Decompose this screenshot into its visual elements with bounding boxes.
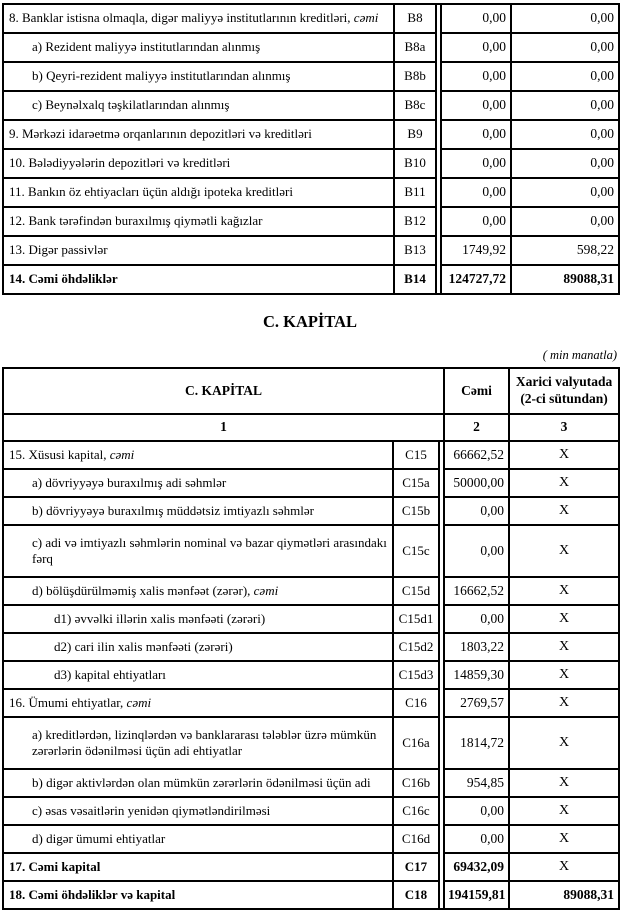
row-value-foreign: 598,22 [511, 236, 619, 265]
liabilities-table [2, 3, 620, 295]
table-row [3, 717, 619, 769]
row-code: C15d1 [393, 605, 439, 633]
row-value-total: 0,00 [441, 91, 511, 120]
row-label-text: b) Qeyri-rezident maliyyə institutlarından alınmış [32, 68, 291, 84]
row-label-text: d) bölüşdürülməmiş xalis mənfəət (zərər), [32, 582, 254, 598]
row-code: C15d [393, 577, 439, 605]
row-value-foreign: X [509, 853, 619, 881]
row-label [3, 265, 394, 294]
table-row [3, 605, 619, 633]
row-value-total: 0,00 [441, 4, 511, 33]
capital-table-header-row [3, 368, 619, 414]
row-label-text: c) adi və imtiyazlı səhmlərin nominal və bazar qiymətləri arasındakı fərq [32, 534, 387, 566]
row-value-total: 0,00 [444, 525, 509, 577]
row-value-total: 0,00 [441, 207, 511, 236]
row-label-text: c) əsas vəsaitlərin yenidən qiymətləndirilməsi [32, 802, 271, 818]
table-row [3, 469, 619, 497]
row-code: C15d3 [393, 661, 439, 689]
row-label-italic-text: cəmi [126, 694, 152, 710]
row-label-text: 14. Cəmi öhdəliklər [9, 271, 118, 287]
row-value-total: 124727,72 [441, 265, 511, 294]
row-code: B11 [394, 178, 436, 207]
row-value-foreign: 0,00 [511, 207, 619, 236]
row-value-foreign: 89088,31 [511, 265, 619, 294]
table-row [3, 4, 619, 33]
row-value-foreign: 0,00 [511, 149, 619, 178]
row-value-foreign: 0,00 [511, 62, 619, 91]
row-code: C16 [393, 689, 439, 717]
row-label [3, 525, 393, 577]
row-code: B8a [394, 33, 436, 62]
row-label [3, 661, 393, 689]
row-code: B13 [394, 236, 436, 265]
row-value-total: 50000,00 [444, 469, 509, 497]
table-row [3, 62, 619, 91]
row-value-total: 0,00 [444, 605, 509, 633]
column-number-row [3, 414, 619, 441]
row-code: B8 [394, 4, 436, 33]
row-label [3, 881, 393, 909]
table-row [3, 661, 619, 689]
table-row [3, 236, 619, 265]
row-label [3, 769, 393, 797]
row-label [3, 853, 393, 881]
row-label-italic-text: cəmi [253, 582, 279, 598]
row-label-italic-text: cəmi [353, 10, 379, 26]
row-label [3, 469, 393, 497]
row-label-text: a) Rezident maliyyə institutlarından alınmış [32, 39, 261, 55]
row-value-foreign: X [509, 525, 619, 577]
row-value-total: 1749,92 [441, 236, 511, 265]
row-value-total: 1814,72 [444, 717, 509, 769]
row-value-total: 194159,81 [444, 881, 509, 909]
row-label-text: a) kreditlərdən, lizinqlərdən və banklararası tələblər üzrə mümkün zərərlərin ödənilməsi üçün adi ehtiyatlar [32, 726, 377, 758]
row-value-total: 2769,57 [444, 689, 509, 717]
row-value-foreign: X [509, 661, 619, 689]
row-label [3, 91, 394, 120]
row-label-text: 13. Digər passivlər [9, 242, 108, 258]
row-value-foreign: 0,00 [511, 91, 619, 120]
table-row [3, 33, 619, 62]
row-label [3, 605, 393, 633]
row-value-foreign: 0,00 [511, 4, 619, 33]
row-code: C16b [393, 769, 439, 797]
row-label [3, 149, 394, 178]
row-value-foreign: X [509, 797, 619, 825]
row-label-text: 8. Banklar istisna olmaqla, digər maliyyə institutlarının kreditləri, [9, 10, 354, 26]
row-value-total: 0,00 [444, 497, 509, 525]
capital-header-title: C. KAPİTAL [3, 368, 444, 414]
table-row [3, 797, 619, 825]
table-row [3, 689, 619, 717]
capital-table [2, 367, 620, 910]
row-value-foreign: X [509, 605, 619, 633]
table-row [3, 91, 619, 120]
row-value-foreign: 89088,31 [509, 881, 619, 909]
row-value-foreign: X [509, 633, 619, 661]
row-code: B8b [394, 62, 436, 91]
row-label-text: 11. Bankın öz ehtiyacları üçün aldığı ipoteka kreditləri [9, 184, 293, 200]
row-label [3, 120, 394, 149]
table-row [3, 577, 619, 605]
row-value-total: 16662,52 [444, 577, 509, 605]
row-code: B12 [394, 207, 436, 236]
section-title: C. KAPİTAL [262, 312, 358, 331]
row-value-total: 0,00 [441, 62, 511, 91]
table-row [3, 881, 619, 909]
row-value-foreign: X [509, 825, 619, 853]
row-code: C16d [393, 825, 439, 853]
row-value-foreign: X [509, 689, 619, 717]
row-value-total: 0,00 [444, 825, 509, 853]
row-value-foreign: 0,00 [511, 178, 619, 207]
row-label [3, 717, 393, 769]
row-label-text: 12. Bank tərəfindən buraxılmış qiymətli kağızlar [9, 213, 263, 229]
capital-header-total: Cəmi [444, 368, 509, 414]
row-label [3, 236, 394, 265]
row-value-foreign: 0,00 [511, 33, 619, 62]
row-value-foreign: X [509, 497, 619, 525]
row-code: C15d2 [393, 633, 439, 661]
row-label-text: d1) əvvəlki illərin xalis mənfəəti (zərəri) [54, 610, 266, 626]
row-label-text: 10. Bələdiyyələrin depozitləri və kreditləri [9, 155, 231, 171]
row-label [3, 62, 394, 91]
table-row [3, 633, 619, 661]
row-label-text: b) dövriyyəyə buraxılmış müddətsiz imtiyazlı səhmlər [32, 502, 314, 518]
column-number-2: 2 [444, 414, 509, 441]
table-row [3, 769, 619, 797]
row-label [3, 825, 393, 853]
row-value-foreign: X [509, 577, 619, 605]
row-value-foreign: 0,00 [511, 120, 619, 149]
table-row [3, 497, 619, 525]
row-code: C15 [393, 441, 439, 469]
row-code: B9 [394, 120, 436, 149]
row-code: C15b [393, 497, 439, 525]
row-label [3, 497, 393, 525]
table-row [3, 265, 619, 294]
row-code: B10 [394, 149, 436, 178]
row-code: C15a [393, 469, 439, 497]
row-label-text: d2) cari ilin xalis mənfəəti (zərəri) [54, 638, 233, 654]
row-code: B8c [394, 91, 436, 120]
row-code: B14 [394, 265, 436, 294]
row-label [3, 178, 394, 207]
unit-note: ( min manatla) [542, 348, 617, 362]
table-row [3, 207, 619, 236]
row-label-text: 17. Cəmi kapital [9, 858, 101, 874]
column-number-3: 3 [509, 414, 619, 441]
table-row [3, 120, 619, 149]
row-code: C16a [393, 717, 439, 769]
row-label-text: 16. Ümumi ehtiyatlar, [9, 694, 127, 710]
row-value-total: 954,85 [444, 769, 509, 797]
table-row [3, 149, 619, 178]
row-value-total: 14859,30 [444, 661, 509, 689]
row-label [3, 207, 394, 236]
row-label-text: 15. Xüsusi kapital, [9, 446, 110, 462]
table-row [3, 853, 619, 881]
row-label [3, 4, 394, 33]
row-label-text: d) digər ümumi ehtiyatlar [32, 830, 166, 846]
row-label-text: b) digər aktivlərdən olan mümkün zərərlərin ödənilməsi üçün adi [32, 774, 371, 790]
row-label [3, 33, 394, 62]
row-code: C15c [393, 525, 439, 577]
row-value-total: 69432,09 [444, 853, 509, 881]
row-label-text: d3) kapital ehtiyatları [54, 666, 166, 682]
row-value-total: 1803,22 [444, 633, 509, 661]
row-value-foreign: X [509, 469, 619, 497]
row-value-foreign: X [509, 441, 619, 469]
row-label [3, 633, 393, 661]
row-value-foreign: X [509, 717, 619, 769]
table-row [3, 441, 619, 469]
row-value-total: 0,00 [441, 178, 511, 207]
row-code: C18 [393, 881, 439, 909]
row-label [3, 441, 393, 469]
row-value-total: 0,00 [441, 33, 511, 62]
table-row [3, 178, 619, 207]
table-row [3, 825, 619, 853]
row-label-text: 9. Mərkəzi idarəetmə orqanlarının depozitləri və kreditləri [9, 126, 312, 142]
row-label-italic-text: cəmi [109, 446, 135, 462]
capital-header-foreign-currency: Xarici valyutada (2-ci sütundan) [509, 368, 619, 414]
row-label [3, 797, 393, 825]
row-code: C17 [393, 853, 439, 881]
row-value-foreign: X [509, 769, 619, 797]
row-label-text: a) dövriyyəyə buraxılmış adi səhmlər [32, 474, 227, 490]
row-label [3, 689, 393, 717]
row-label-text: c) Beynəlxalq təşkilatlarından alınmış [32, 97, 230, 113]
table-row [3, 525, 619, 577]
row-value-total: 66662,52 [444, 441, 509, 469]
row-code: C16c [393, 797, 439, 825]
row-value-total: 0,00 [444, 797, 509, 825]
row-label-text: 18. Cəmi öhdəliklər və kapital [9, 886, 176, 902]
column-number-1: 1 [3, 414, 444, 441]
row-value-total: 0,00 [441, 120, 511, 149]
row-value-total: 0,00 [441, 149, 511, 178]
row-label [3, 577, 393, 605]
